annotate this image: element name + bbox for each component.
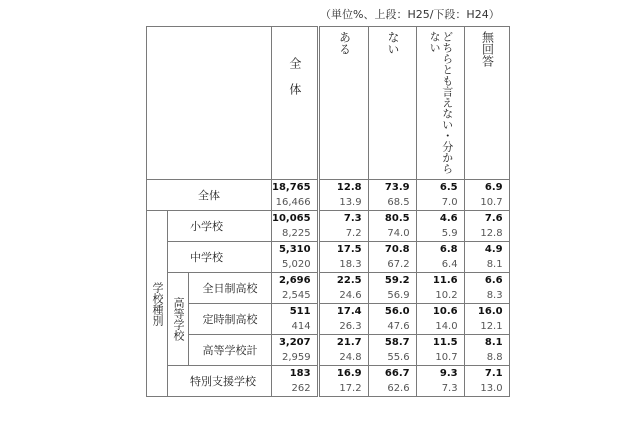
cell: 5,310 5,020 — [272, 242, 319, 273]
row-label: 全体 — [147, 180, 272, 211]
cell: 58.7 55.6 — [368, 335, 416, 366]
cell: 183 262 — [272, 366, 319, 397]
cell: 6.9 10.7 — [464, 180, 509, 211]
row-label: 高等学校計 — [189, 335, 272, 366]
cell: 7.1 13.0 — [464, 366, 509, 397]
cell: 22.5 24.6 — [318, 273, 368, 304]
cell: 6.5 7.0 — [416, 180, 464, 211]
table-row — [147, 211, 553, 242]
cell: 66.7 62.6 — [368, 366, 416, 397]
cell: 80.5 74.0 — [368, 211, 416, 242]
cell: 7.3 7.2 — [318, 211, 368, 242]
cell: 6.6 8.3 — [464, 273, 509, 304]
row-label: 全日制高校 — [189, 273, 272, 304]
cell: 9.3 7.3 — [416, 366, 464, 397]
cell: 511 414 — [272, 304, 319, 335]
cell: 21.7 24.8 — [318, 335, 368, 366]
group-high-school: 高等学校 — [168, 273, 189, 366]
cell: 16.0 12.1 — [464, 304, 509, 335]
cell: 7.6 12.8 — [464, 211, 509, 242]
cell: 18,765 16,466 — [272, 180, 319, 211]
cell: 11.6 10.2 — [416, 273, 464, 304]
table-row — [147, 335, 553, 366]
table-row — [147, 242, 553, 273]
cell: 10.6 14.0 — [416, 304, 464, 335]
cell: 11.5 10.7 — [416, 335, 464, 366]
cell: 17.5 18.3 — [318, 242, 368, 273]
survey-table — [146, 26, 553, 397]
header-aru: ある — [318, 27, 368, 180]
table-row — [147, 366, 553, 397]
cell: 8.1 8.8 — [464, 335, 509, 366]
cell: 56.0 47.6 — [368, 304, 416, 335]
cell: 3,207 2,959 — [272, 335, 319, 366]
row-label: 中学校 — [168, 242, 272, 273]
cell: 12.8 13.9 — [318, 180, 368, 211]
table-row — [147, 304, 553, 335]
row-label: 小学校 — [168, 211, 272, 242]
cell: 6.8 6.4 — [416, 242, 464, 273]
row-label: 特別支援学校 — [168, 366, 272, 397]
cell: 70.8 67.2 — [368, 242, 416, 273]
table-row — [147, 180, 553, 211]
cell: 59.2 56.9 — [368, 273, 416, 304]
row-label: 定時制高校 — [189, 304, 272, 335]
cell: 10,065 8,225 — [272, 211, 319, 242]
header-total: 全 体 — [272, 27, 319, 180]
header-nai: ない — [368, 27, 416, 180]
group-school-type: 学校種別 — [147, 211, 168, 397]
header-row — [147, 27, 553, 180]
header-no-answer: 無回答 — [464, 27, 509, 180]
table-row — [147, 273, 553, 304]
cell: 4.6 5.9 — [416, 211, 464, 242]
header-neither: どちらとも言えない・分からない — [416, 27, 464, 180]
unit-note: （単位%、上段：H25/下段：H24） — [320, 8, 500, 21]
cell: 16.9 17.2 — [318, 366, 368, 397]
cell: 73.9 68.5 — [368, 180, 416, 211]
header-blank — [147, 27, 272, 180]
cell: 4.9 8.1 — [464, 242, 509, 273]
cell: 17.4 26.3 — [318, 304, 368, 335]
cell: 2,696 2,545 — [272, 273, 319, 304]
